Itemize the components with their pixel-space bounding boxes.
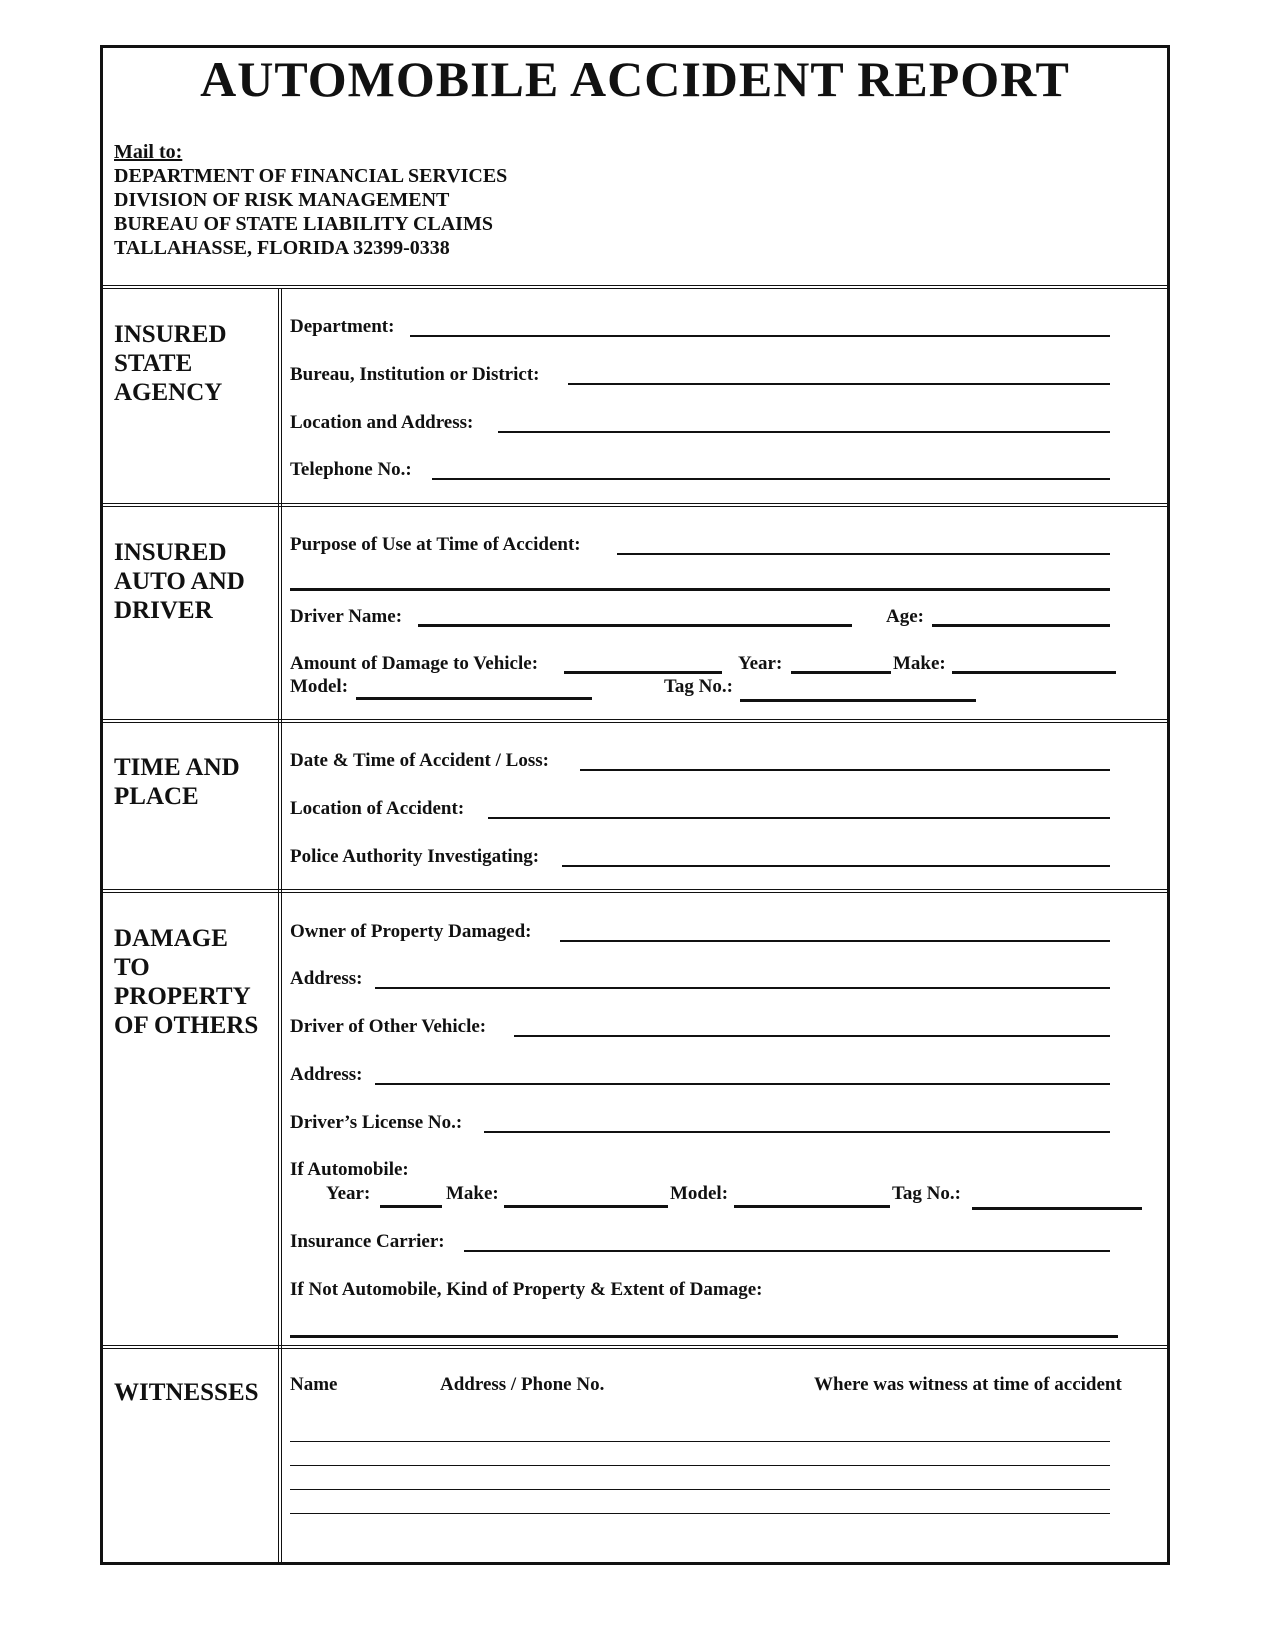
model-field[interactable] [356, 697, 592, 700]
separator-agency [100, 285, 1170, 289]
if-automobile-label: If Automobile: [290, 1159, 409, 1180]
section-label-witnesses [114, 1378, 264, 1407]
mail-line-bureau: BUREAU OF STATE LIABILITY CLAIMS [114, 213, 493, 235]
other-year-label: Year: [326, 1183, 371, 1204]
owner-address-field[interactable] [375, 987, 1110, 989]
separator-auto [100, 503, 1170, 507]
other-driver-address-label: Address: [290, 1064, 363, 1085]
other-make-label: Make: [446, 1183, 499, 1204]
other-driver-address-field[interactable] [375, 1083, 1110, 1085]
bureau-field[interactable] [568, 383, 1110, 385]
label-line: STATE [114, 350, 193, 377]
separator-time [100, 719, 1170, 723]
column-separator [278, 289, 282, 1562]
other-tag-label: Tag No.: [892, 1183, 961, 1204]
insurance-carrier-label: Insurance Carrier: [290, 1231, 445, 1252]
telephone-field[interactable] [432, 478, 1110, 480]
tag-label: Tag No.: [664, 676, 733, 697]
other-model-label: Model: [670, 1183, 729, 1204]
other-model-field[interactable] [734, 1205, 890, 1208]
label-line: OF OTHERS [114, 1012, 259, 1039]
label-line: INSURED [114, 321, 227, 348]
not-automobile-field[interactable] [290, 1335, 1118, 1338]
label-line: TO [114, 954, 150, 981]
purpose-label: Purpose of Use at Time of Accident: [290, 534, 581, 555]
label-line: DRIVER [114, 597, 213, 624]
label-line: TIME AND [114, 754, 240, 781]
other-driver-field[interactable] [514, 1035, 1110, 1037]
label-line: INSURED [114, 539, 227, 566]
label-line: DAMAGE [114, 925, 228, 952]
witness-name-header: Name [290, 1374, 338, 1395]
mailing-address [114, 140, 507, 260]
owner-address-label: Address: [290, 968, 363, 989]
telephone-label: Telephone No.: [290, 459, 412, 480]
insurance-carrier-field[interactable] [464, 1250, 1110, 1252]
other-make-field[interactable] [504, 1205, 668, 1208]
accident-location-label: Location of Accident: [290, 798, 465, 819]
separator-witnesses [100, 1345, 1170, 1349]
witness-address-header: Address / Phone No. [440, 1374, 605, 1395]
license-label: Driver’s License No.: [290, 1112, 463, 1133]
age-field[interactable] [932, 624, 1110, 627]
purpose-field-line-2[interactable] [290, 588, 1110, 591]
datetime-label: Date & Time of Accident / Loss: [290, 750, 549, 771]
label-line: PLACE [114, 783, 199, 810]
other-tag-field[interactable] [972, 1207, 1142, 1210]
label-line: AUTO AND [114, 568, 245, 595]
driver-name-field[interactable] [418, 624, 852, 627]
damage-amount-field[interactable] [564, 671, 722, 674]
accident-location-field[interactable] [488, 817, 1110, 819]
damage-amount-label: Amount of Damage to Vehicle: [290, 653, 539, 674]
section-label-insured-state-agency [114, 320, 264, 407]
label-line: AGENCY [114, 379, 223, 406]
section-label-insured-auto-driver [114, 538, 264, 625]
owner-label: Owner of Property Damaged: [290, 921, 532, 942]
mail-line-city: TALLAHASSE, FLORIDA 32399-0338 [114, 237, 450, 259]
department-label: Department: [290, 316, 395, 337]
model-label: Model: [290, 676, 349, 697]
mail-to-heading: Mail to: [114, 141, 183, 163]
witness-line-3[interactable] [290, 1489, 1110, 1490]
section-label-damage-property [114, 924, 264, 1040]
section-label-time-place [114, 753, 264, 811]
owner-field[interactable] [560, 940, 1110, 942]
purpose-field[interactable] [617, 553, 1110, 555]
witness-line-2[interactable] [290, 1465, 1110, 1466]
make-field[interactable] [952, 671, 1116, 674]
label-line: WITNESSES [114, 1379, 259, 1406]
other-driver-label: Driver of Other Vehicle: [290, 1016, 487, 1037]
form-title: AUTOMOBILE ACCIDENT REPORT [200, 51, 1070, 107]
bureau-label: Bureau, Institution or District: [290, 364, 540, 385]
age-label: Age: [886, 606, 924, 627]
witness-line-4[interactable] [290, 1513, 1110, 1514]
label-line: PROPERTY [114, 983, 251, 1010]
police-label: Police Authority Investigating: [290, 846, 540, 867]
agency-location-field[interactable] [498, 431, 1110, 433]
police-field[interactable] [562, 865, 1110, 867]
mail-line-department: DEPARTMENT OF FINANCIAL SERVICES [114, 165, 508, 187]
not-automobile-label: If Not Automobile, Kind of Property & Extent of Damage: [290, 1279, 763, 1300]
year-field[interactable] [791, 671, 891, 674]
agency-location-label: Location and Address: [290, 412, 474, 433]
mail-line-division: DIVISION OF RISK MANAGEMENT [114, 189, 450, 211]
department-field[interactable] [410, 335, 1110, 337]
witness-location-header: Where was witness at time of accident [814, 1374, 1122, 1395]
other-year-field[interactable] [380, 1205, 442, 1208]
tag-field[interactable] [740, 699, 976, 702]
year-label: Year: [738, 653, 783, 674]
license-field[interactable] [484, 1131, 1110, 1133]
driver-name-label: Driver Name: [290, 606, 403, 627]
separator-damage [100, 889, 1170, 893]
datetime-field[interactable] [580, 769, 1110, 771]
witness-line-1[interactable] [290, 1441, 1110, 1442]
make-label: Make: [893, 653, 946, 674]
